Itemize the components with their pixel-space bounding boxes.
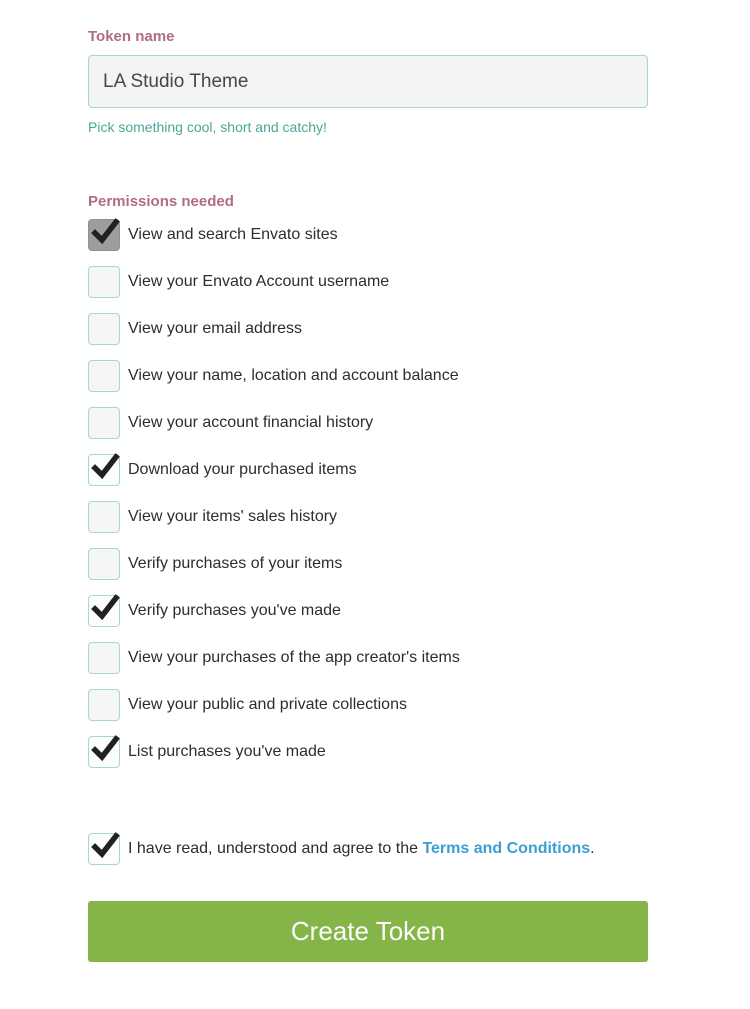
terms-prefix: I have read, understood and agree to the <box>128 839 423 857</box>
permission-checkbox[interactable] <box>88 360 120 392</box>
permission-row <box>88 446 648 493</box>
permission-label: Download your purchased items <box>128 460 357 478</box>
terms-and-conditions-link[interactable]: Terms and Conditions <box>422 839 591 857</box>
permission-row <box>88 540 648 587</box>
permission-row <box>88 258 648 305</box>
check-icon <box>90 217 120 247</box>
permission-label: View and search Envato sites <box>128 225 338 243</box>
permission-label: View your items' sales history <box>128 507 338 525</box>
permission-checkbox[interactable] <box>88 313 120 345</box>
check-icon <box>90 452 120 482</box>
permission-row <box>88 352 648 399</box>
terms-checkbox[interactable] <box>88 833 120 865</box>
permission-label: View your public and private collections <box>128 695 407 713</box>
permission-checkbox[interactable] <box>88 642 120 674</box>
permission-checkbox[interactable] <box>88 548 120 580</box>
permission-label: View your purchases of the app creator's items <box>128 648 460 666</box>
permission-label: View your name, location and account balance <box>128 366 459 384</box>
permission-label: Verify purchases of your items <box>128 554 343 572</box>
permission-row <box>88 399 648 446</box>
permission-row <box>88 211 648 258</box>
permission-row <box>88 305 648 352</box>
token-name-helper: Pick something cool, short and catchy! <box>88 119 327 135</box>
check-icon <box>90 831 120 861</box>
permission-checkbox[interactable] <box>88 689 120 721</box>
permissions-list <box>88 211 648 775</box>
permission-row <box>88 728 648 775</box>
permission-row <box>88 634 648 681</box>
terms-suffix: . <box>590 839 595 857</box>
token-name-label: Token name <box>88 28 175 45</box>
permission-label: Verify purchases you've made <box>128 601 341 619</box>
terms-row <box>88 825 648 872</box>
permission-row <box>88 681 648 728</box>
token-form <box>88 0 648 962</box>
check-icon <box>90 734 120 764</box>
permission-checkbox[interactable] <box>88 501 120 533</box>
permission-checkbox[interactable] <box>88 219 120 251</box>
permissions-heading: Permissions needed <box>88 193 234 210</box>
permission-row <box>88 493 648 540</box>
permission-checkbox[interactable] <box>88 407 120 439</box>
permission-checkbox[interactable] <box>88 454 120 486</box>
permission-label: View your account financial history <box>128 413 374 431</box>
permission-checkbox[interactable] <box>88 736 120 768</box>
permission-label: View your email address <box>128 319 303 337</box>
permission-row <box>88 587 648 634</box>
permission-label: View your Envato Account username <box>128 272 390 290</box>
create-token-button[interactable]: Create Token <box>88 901 648 962</box>
terms-text <box>128 840 595 858</box>
permission-checkbox[interactable] <box>88 595 120 627</box>
permission-label: List purchases you've made <box>128 742 326 760</box>
check-icon <box>90 593 120 623</box>
token-name-input[interactable] <box>88 55 648 108</box>
permission-checkbox[interactable] <box>88 266 120 298</box>
